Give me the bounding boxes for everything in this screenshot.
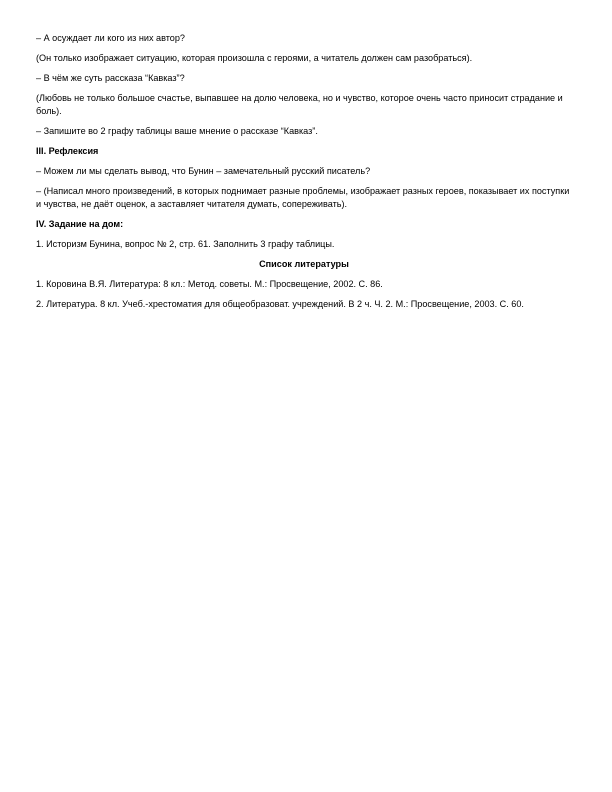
references-title: Список литературы [259, 259, 349, 269]
section-heading-reflection: III. Рефлексия [36, 146, 99, 156]
paragraph-answer-author: (Он только изображает ситуацию, которая произошла с героями, а читатель должен сам разобраться). [36, 53, 473, 63]
reference-item: 2. Литература. 8 кл. Учеб.-хрестоматия для общеобразоват. учреждений. В 2 ч. Ч. 2. М.: Просвещение, 2003. С. 60. [36, 299, 524, 309]
paragraph-instruction-table: – Запишите во 2 графу таблицы ваше мнение о рассказе “Кавказ”. [36, 126, 318, 136]
document-page [36, 32, 572, 318]
paragraph-question-author: – А осуждает ли кого из них автор? [36, 33, 185, 43]
reference-item: 1. Коровина В.Я. Литература: 8 кл.: Метод. советы. М.: Просвещение, 2002. С. 86. [36, 279, 383, 289]
paragraph-answer-essence: (Любовь не только большое счастье, выпавшее на долю человека, но и чувство, которое очень часто приносит страдание и боль). [36, 93, 563, 116]
section-heading-homework: IV. Задание на дом: [36, 219, 124, 229]
paragraph-answer-bunin: – (Написал много произведений, в которых поднимает разные проблемы, изображает разных героев, показывает их поступки и чувства, не даёт оценок, а заставляет читателя думать, сопереживать). [36, 186, 570, 209]
paragraph-homework-task: 1. Историзм Бунина, вопрос № 2, стр. 61. Заполнить 3 графу таблицы. [36, 239, 335, 249]
paragraph-question-bunin: – Можем ли мы сделать вывод, что Бунин – замечательный русский писатель? [36, 166, 371, 176]
paragraph-question-essence: – В чём же суть рассказа “Кавказ”? [36, 73, 185, 83]
